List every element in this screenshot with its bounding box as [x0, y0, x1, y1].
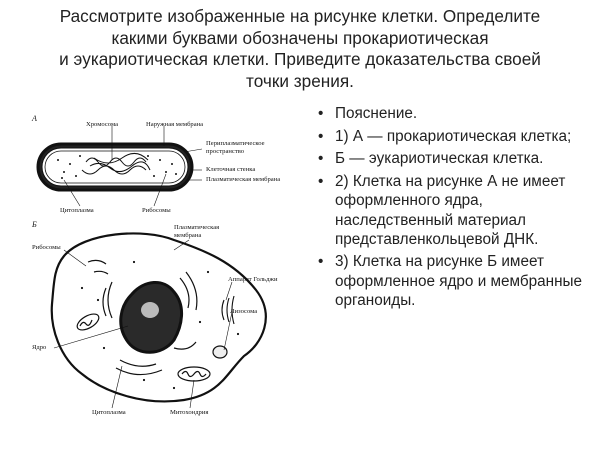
label-plasma-membrane-b-1: Плазматическая: [174, 224, 220, 231]
title-line: Рассмотрите изображенные на рисунке клетки. Определите: [59, 6, 541, 26]
label-chromosome: Хромосома: [86, 121, 119, 128]
eukaryotic-cell: [52, 233, 266, 408]
explanation-item: • Б — эукариотическая клетка.: [318, 149, 593, 168]
label-plasma-membrane-a: Плазматическая мембрана: [206, 176, 281, 183]
label-ribosomes-b: Рибосомы: [32, 244, 61, 251]
label-golgi: Аппарат Гольджи: [228, 276, 278, 283]
explanation-item: • 2) Клетка на рисунке А не имеет оформленного ядра, наследственный материал представленкольцевой ДНК.: [318, 172, 593, 249]
label-cytoplasm-b: Цитоплазма: [92, 409, 126, 416]
cells-figure: [24, 112, 304, 446]
explanation-item: • Пояснение.: [318, 104, 593, 123]
label-periplasmic-2: пространство: [206, 148, 245, 155]
lysosome-shape: [213, 346, 227, 358]
label-nucleus: Ядро: [32, 344, 47, 351]
label-ribosomes-a: Рибосомы: [142, 207, 171, 214]
label-outer-membrane: Наружная мембрана: [146, 121, 204, 128]
figure-label-b: Б: [32, 220, 37, 229]
explanation-item: • 1) А — прокариотическая клетка;: [318, 127, 593, 146]
figure-label-a: А: [32, 114, 37, 123]
explanation-list: [318, 104, 593, 314]
label-lysosome: Лизосома: [230, 308, 258, 315]
title-line: точки зрения.: [246, 70, 354, 91]
title-line: и эукариотическая клетки. Приведите доказательства своей: [59, 49, 541, 69]
explanation-item: • 3) Клетка на рисунке Б имеет оформленное ядро и мембранные органоиды.: [318, 252, 593, 310]
label-cytoplasm-a: Цитоплазма: [60, 207, 94, 214]
question-title: [10, 6, 590, 92]
label-cell-wall: Клеточная стенка: [206, 166, 256, 173]
title-line: какими буквами обозначены прокариотическая: [111, 27, 489, 48]
label-mitochondria: Митохондрия: [170, 409, 209, 416]
label-periplasmic-1: Периплазматическое: [206, 140, 265, 147]
label-plasma-membrane-b-2: мембрана: [174, 232, 202, 239]
prokaryotic-cell: [38, 126, 202, 206]
